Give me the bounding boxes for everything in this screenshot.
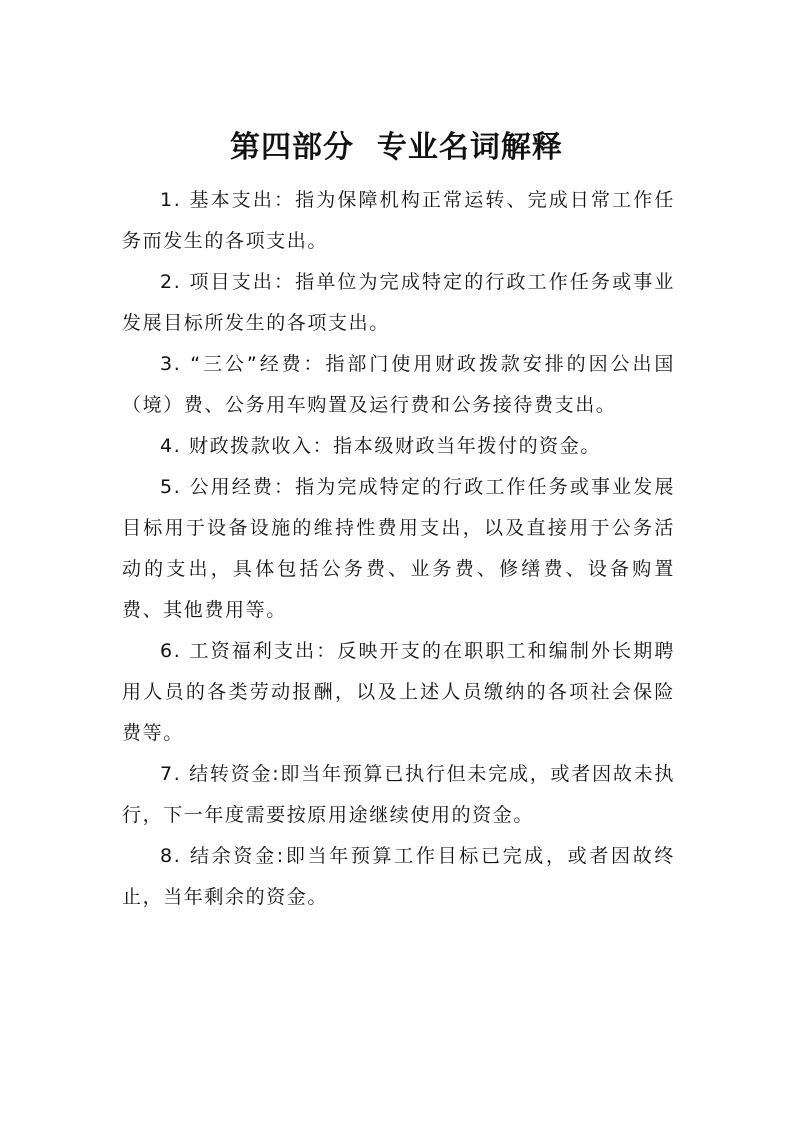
glossary-definition: 指单位为完成特定的行政工作任务或事业发展目标所发生的各项支出。 <box>122 271 675 334</box>
glossary-term: 7. 结转资金: <box>160 763 281 785</box>
page-title: 第四部分 专业名词解释 <box>230 130 563 165</box>
glossary-item-wages-welfare <box>122 631 675 754</box>
glossary-item-surplus-funds <box>122 836 675 918</box>
glossary-term: 4. 财政拨款收入： <box>160 435 334 457</box>
glossary-definition: 即当年预算工作目标已完成，或者因故终止，当年剩余的资金。 <box>122 845 675 908</box>
glossary-item-basic-expenditure <box>122 180 675 262</box>
glossary-item-fiscal-appropriation-income <box>122 426 675 467</box>
glossary-term: 2. 项目支出： <box>160 271 296 293</box>
glossary-term: 5. 公用经费： <box>160 476 296 498</box>
glossary-item-project-expenditure <box>122 262 675 344</box>
glossary-definition: 指为完成特定的行政工作任务或事业发展目标用于设备设施的维持性费用支出，以及直接用于公务活动的支出，具体包括公务费、业务费、修缮费、设备购置费、其他费用等。 <box>122 476 675 621</box>
glossary-definition: 指部门使用财政拨款安排的因公出国（境）费、公务用车购置及运行费和公务接待费支出。 <box>122 353 675 416</box>
glossary-definition: 即当年预算已执行但未完成，或者因故未执行，下一年度需要按原用途继续使用的资金。 <box>122 763 675 826</box>
glossary-term: 6. 工资福利支出： <box>160 640 338 662</box>
glossary-definition: 指本级财政当年拨付的资金。 <box>333 435 601 457</box>
glossary-term: 1. 基本支出： <box>160 189 296 211</box>
glossary-item-public-funds <box>122 467 675 631</box>
glossary-list <box>122 180 675 918</box>
glossary-term: 3. “三公”经费： <box>160 353 326 375</box>
glossary-item-three-public-funds <box>122 344 675 426</box>
glossary-item-carryover-funds <box>122 754 675 836</box>
glossary-definition: 反映开支的在职职工和编制外长期聘用人员的各类劳动报酬，以及上述人员缴纳的各项社会保险费等。 <box>122 640 675 744</box>
glossary-definition: 指为保障机构正常运转、完成日常工作任务而发生的各项支出。 <box>122 189 675 252</box>
glossary-term: 8. 结余资金: <box>160 845 285 867</box>
